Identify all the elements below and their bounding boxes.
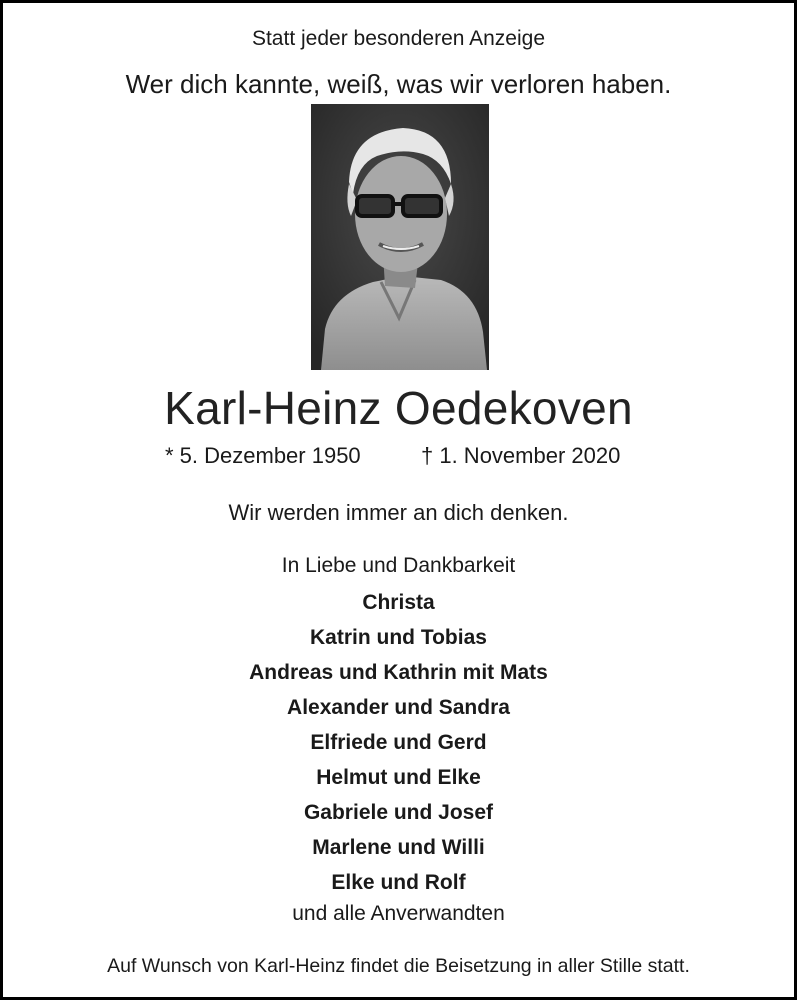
mourners-closing: und alle Anverwandten	[292, 902, 505, 925]
mourner-name: Marlene und Willi	[312, 836, 485, 859]
memorial-motto: Wir werden immer an dich denken.	[228, 500, 569, 525]
mourner-name: Helmut und Elke	[316, 766, 481, 789]
portrait-image	[311, 104, 489, 370]
burial-note: Auf Wunsch von Karl-Heinz findet die Beisetzung in aller Stille statt.	[107, 955, 690, 977]
portrait-photo	[311, 104, 489, 370]
mourners-list	[3, 589, 794, 904]
mourner-name: Gabriele und Josef	[303, 801, 494, 824]
memorial-quote: Wer dich kannte, weiß, was wir verloren haben.	[125, 69, 672, 99]
death-date: † 1. November 2020	[421, 443, 621, 468]
deceased-name: Karl-Heinz Oedekoven	[164, 382, 633, 434]
mourner-name: Andreas und Kathrin mit Mats	[249, 661, 548, 684]
mourner-name: Elke und Rolf	[331, 871, 466, 894]
mourner-name: Elfriede und Gerd	[310, 731, 487, 754]
mourner-name: Christa	[362, 591, 435, 614]
mourner-name: Katrin und Tobias	[310, 626, 487, 649]
notice-header: Statt jeder besonderen Anzeige	[251, 27, 546, 50]
mourner-name: Alexander und Sandra	[287, 696, 510, 719]
birth-date: * 5. Dezember 1950	[165, 443, 361, 468]
mourners-intro: In Liebe und Dankbarkeit	[281, 554, 516, 577]
